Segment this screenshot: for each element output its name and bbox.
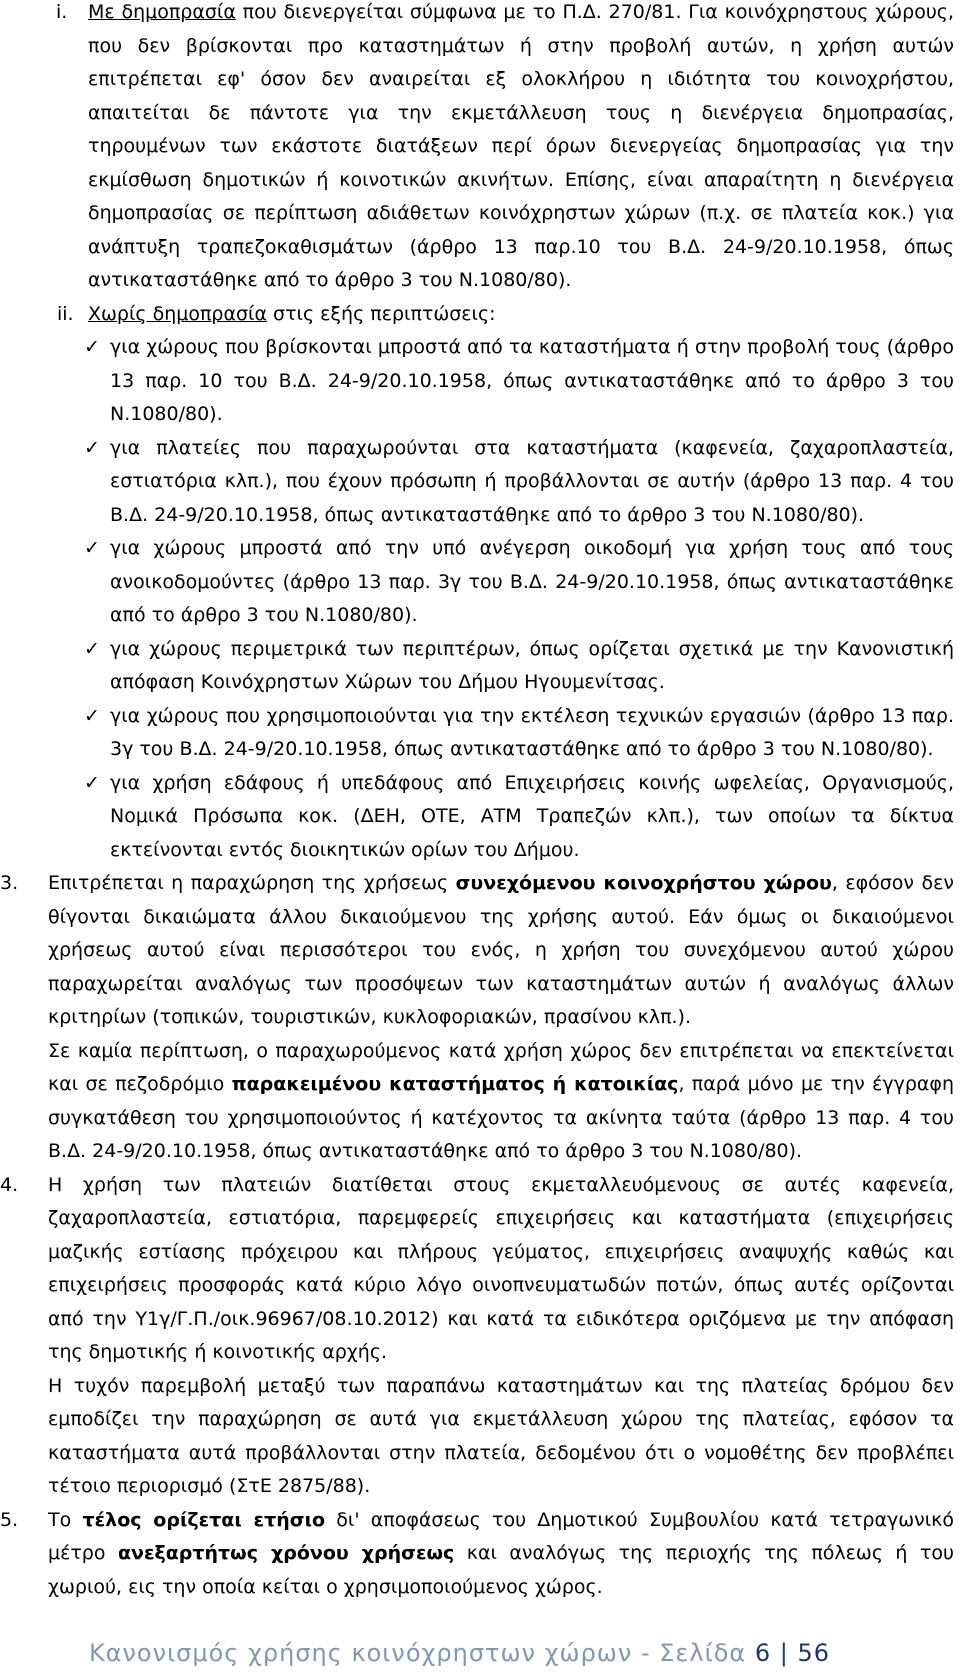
item-5-bold-a: τέλος ορίζεται ετήσιο — [82, 1508, 326, 1531]
roman-item-i — [0, 0, 960, 298]
item-4-text: Η χρήση των πλατειών διατίθεται στους εκμεταλλευόμενους σε αυτές καφενεία, ζαχαροπλαστεία, εστιατόρια, παρεμφερείς επιχειρήσεις και καταστήματα (επιχειρήσεις μαζικής εστίασης πρόχειρου και πλήρους γεύματος, επιχειρήσεις αναψυχής καθώς και επιχειρήσεις προσφοράς κατά κύριο λόγο οινοπνευματωδών ποτών, όπως αυτές ορίζονται από την Υ1γ/Γ.Π./οικ.96967/08.10.2012) και κατά τα ειδικότερα οριζόμενα με την απόφαση της δημοτικής ή κοινοτικής αρχής. — [48, 1173, 954, 1363]
check-mark-icon: ✓ — [84, 336, 100, 358]
item-3-paragraph-2 — [0, 1035, 960, 1169]
footer-total-pages: 56 — [797, 1639, 830, 1667]
item-3-text-b: , εφόσον δεν θίγονται δικαιώματα άλλου δικαιούμενου της χρήσης αυτού. Εάν όμως οι δικαιούμενοι χρήσεως αυτού είναι περισσότεροι του ενός, η χρήση του συνεχόμενου αυτού χώρου παραχωρείται αναλόγως των προσόψεων των καταστημάτων αυτών ή αναλόγως άλλων κριτηρίων (τοπικών, τουριστικών, κυκλοφοριακών, πρασίνου κλπ.). — [48, 872, 954, 1028]
footer-line — [89, 1638, 830, 1668]
item-number-5: 5. — [0, 1508, 19, 1531]
numbered-item-3 — [0, 867, 960, 1035]
link-xoris-dimoprasia: Χωρίς δημοπρασία — [88, 302, 268, 325]
check-item-text: για χώρους που βρίσκονται μπροστά από τα καταστήματα ή στην προβολή τους (άρθρο 13 παρ. 10 του Β.Δ. 24-9/20.10.1958, όπως αντικαταστάθηκε από το άρθρο 3 του Ν.1080/80). — [110, 336, 954, 425]
footer-separator: | — [771, 1639, 798, 1667]
numbered-item-4 — [0, 1169, 960, 1370]
roman-item-ii — [0, 298, 960, 332]
check-item-text: για πλατείες που παραχωρούνται στα καταστήματα (καφενεία, ζαχαροπλαστεία, εστιατόρια κλπ.), που έχουν πρόσωπη ή προβάλλονται σε αυτήν (άρθρο 13 παρ. 4 του Β.Δ. 24-9/20.10.1958, όπως αντικαταστάθηκε από το άρθρο 3 του Ν.1080/80). — [110, 436, 954, 526]
check-mark-icon: ✓ — [84, 704, 100, 727]
item-number-3: 3. — [0, 872, 19, 894]
check-item-2 — [0, 432, 960, 533]
check-mark-icon: ✓ — [84, 637, 100, 660]
item-4-paragraph-2 — [0, 1370, 960, 1504]
check-item-1 — [0, 331, 960, 432]
check-item-text: για χώρους μπροστά από την υπό ανέγερση οικοδομή για χρήση τους από τους ανοικοδομούντες (άρθρο 13 παρ. 3γ του Β.Δ. 24-9/20.10.1958, όπως αντικαταστάθηκε από το άρθρο 3 του Ν.1080/80). — [110, 537, 954, 626]
check-mark-icon: ✓ — [84, 537, 100, 559]
item-number-4: 4. — [0, 1173, 19, 1196]
item-5-text-c: και αναλόγως της περιοχής της πόλεως ή του χωριού, εις την οποία κείται ο χρησιμοποιούμενος χώρος. — [48, 1542, 954, 1598]
item-3-text-a: Επιτρέπεται η παραχώρηση της χρήσεως — [48, 872, 456, 894]
check-item-6 — [0, 767, 960, 868]
check-item-text: για χρήση εδάφους ή υπεδάφους από Επιχειρήσεις κοινής ωφελείας, Οργανισμούς, Νομικά Πρόσωπα κοκ. (ΔΕΗ, ΟΤΕ, ΑΤΜ Τραπεζών κλπ.), των οποίων τα δίκτυα εκτείνονται εντός διοικητικών ορίων του Δήμου. — [110, 771, 954, 861]
roman-i-text: που διενεργείται σύμφωνα με το Π.Δ. 270/81. Για κοινόχρηστους χώρους, που δεν βρίσκονται προ καταστημάτων ή στην προβολή αυτών, η χρήση αυτών επιτρέπεται εφ' όσον δεν αναιρείται εξ ολοκλήρου η ιδιότητα του κοινοχρήστου, απαιτείται δε πάντοτε για την εκμετάλλευση τους η διενέργεια δημοπρασίας, τηρουμένων των εκάστοτε διατάξεων περί όρων διενεργείας δημοπρασίας για την εκμίσθωση δημοτικών ή κοινοτικών ακινήτων. Επίσης, είναι απαραίτητη η διενέργεια δημοπρασίας σε περίπτωση αδιάθετων κοινόχρηστων χώρων (π.χ. σε πλατεία κοκ.) για ανάπτυξη τραπεζοκαθισμάτων (άρθρο 13 παρ.10 του Β.Δ. 24-9/20.10.1958, όπως αντικαταστάθηκε από το άρθρο 3 του Ν.1080/80). — [88, 1, 955, 291]
item-3-bold-a: συνεχόμενου κοινοχρήστου χώρου — [455, 872, 832, 894]
item-3-p2-text-a: Σε καμία περίπτωση, ο παραχωρούμενος κατά χρήση χώρος δεν επιτρέπεται να επεκτείνεται και σε πεζοδρόμιο — [48, 1039, 954, 1095]
link-me-dimoprasia: Με δημοπρασία — [88, 1, 236, 23]
check-item-3 — [0, 532, 960, 633]
roman-marker-i: i. — [56, 1, 68, 23]
check-item-5 — [0, 700, 960, 767]
check-item-4 — [0, 633, 960, 700]
item-5-bold-b: ανεξαρτήτως χρόνου χρήσεως — [117, 1542, 455, 1564]
item-5-text-a: Το — [48, 1508, 83, 1531]
numbered-item-5 — [0, 1504, 960, 1605]
check-item-text: για χώρους περιμετρικά των περιπτέρων, όπως ορίζεται σχετικά με την Κανονιστική απόφαση Κοινόχρηστων Χώρων του Δήμου Ηγουμενίτσας. — [110, 637, 954, 693]
footer-title: Κανονισμός χρήσης κοινόχρηστων χώρων - Σελίδα — [88, 1639, 755, 1667]
roman-ii-text: στις εξής περιπτώσεις: — [267, 302, 496, 325]
footer-page-number: 6 — [754, 1639, 772, 1667]
check-mark-icon: ✓ — [84, 436, 100, 459]
item-3-p2-bold: παρακειμένου καταστήματος ή κατοικίας — [231, 1073, 679, 1095]
check-item-text: για χώρους που χρησιμοποιούνται για την εκτέλεση τεχνικών εργασιών (άρθρο 13 παρ. 3γ του Β.Δ. 24-9/20.10.1958, όπως αντικαταστάθηκε από το άρθρο 3 του Ν.1080/80). — [110, 704, 954, 760]
roman-marker-ii: ii. — [57, 302, 74, 325]
item-5-text-b: δι' αποφάσεως του Δημοτικού Συμβουλίου κατά τετραγωνικό μέτρο — [48, 1508, 954, 1564]
item-4-p2-text: Η τυχόν παρεμβολή μεταξύ των παραπάνω καταστημάτων και της πλατείας δρόμου δεν εμποδίζει την παραχώρηση σε αυτά για εκμετάλλευση χώρου της πλατείας, εφόσον τα καταστήματα αυτά προβάλλονται στην πλατεία, δεδομένου ότι ο νομοθέτης δεν προβλέπει τέτοιο περιορισμό (ΣτΕ 2875/88). — [48, 1374, 954, 1497]
check-mark-icon: ✓ — [84, 771, 100, 794]
item-3-p2-text-b: , παρά μόνο με την έγγραφη συγκατάθεση του χρησιμοποιούντος ή κατέχοντος τα ακίνητα ταύτα (άρθρο 13 παρ. 4 του Β.Δ. 24-9/20.10.1958, όπως αντικαταστάθηκε από το άρθρο 3 του Ν.1080/80). — [48, 1073, 955, 1162]
